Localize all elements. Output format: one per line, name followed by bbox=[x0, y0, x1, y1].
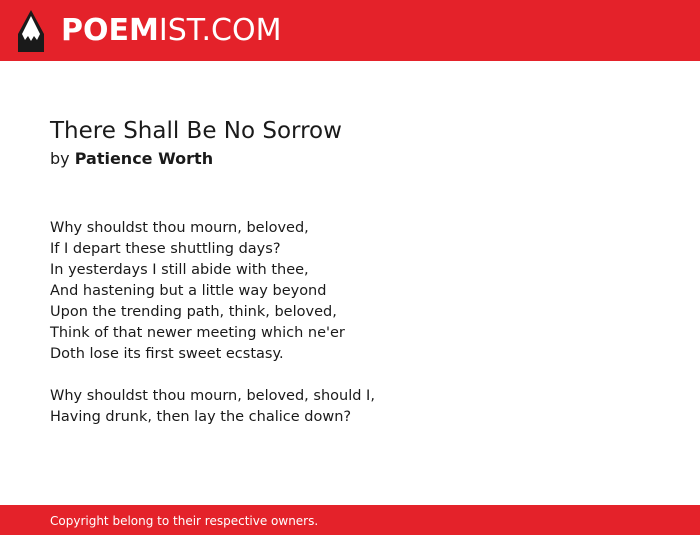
stanza-1 bbox=[50, 218, 650, 365]
poem-title: There Shall Be No Sorrow bbox=[50, 118, 342, 144]
poem-line: And hastening but a little way beyond bbox=[50, 283, 327, 299]
poem-byline bbox=[50, 148, 213, 170]
poem-author: Patience Worth bbox=[74, 149, 214, 168]
poem-line: Doth lose its first sweet ecstasy. bbox=[50, 346, 284, 362]
poem-body bbox=[50, 218, 650, 449]
poem-line: Having drunk, then lay the chalice down? bbox=[50, 409, 352, 425]
pencil-icon[interactable] bbox=[18, 10, 44, 52]
site-logo[interactable] bbox=[61, 12, 281, 50]
poem-line: Think of that newer meeting which ne'er bbox=[50, 325, 345, 341]
site-footer bbox=[0, 505, 700, 535]
poem-line: Why shouldst thou mourn, beloved, should I, bbox=[50, 388, 375, 404]
by-label: by bbox=[50, 149, 70, 168]
logo-light-text: IST.COM bbox=[158, 13, 282, 48]
poem-line: Why shouldst thou mourn, beloved, bbox=[50, 220, 309, 236]
stanza-2 bbox=[50, 386, 650, 428]
poem-line: Upon the trending path, think, beloved, bbox=[50, 304, 337, 320]
copyright-text: Copyright belong to their respective owners. bbox=[50, 514, 319, 528]
poem-line: If I depart these shuttling days? bbox=[50, 241, 281, 257]
poem-line: In yesterdays I still abide with thee, bbox=[50, 262, 309, 278]
site-header bbox=[0, 0, 700, 61]
logo-bold-text: POEM bbox=[61, 13, 159, 48]
